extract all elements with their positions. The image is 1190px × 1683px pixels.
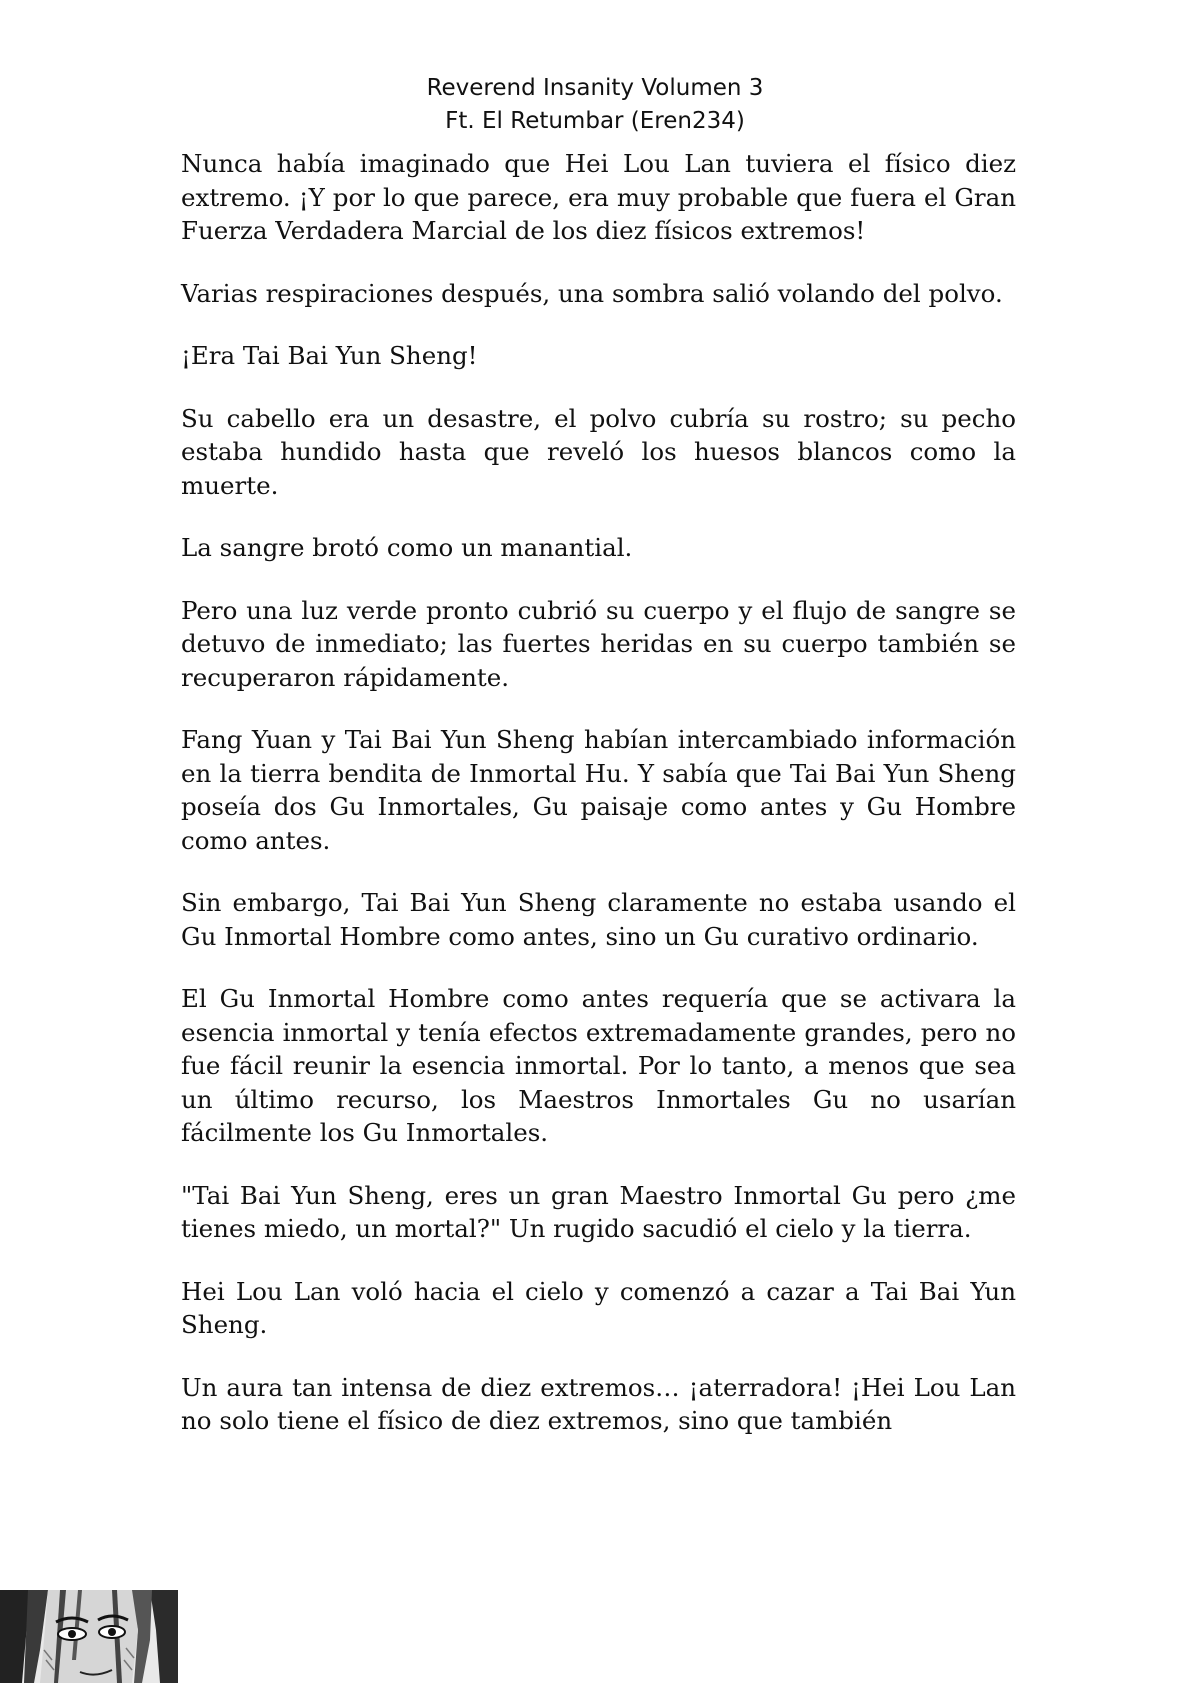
paragraph: "Tai Bai Yun Sheng, eres un gran Maestro Inmortal Gu pero ¿me tienes miedo, un mortal?" Un rugido sacudió el cielo y la tierra. bbox=[181, 1180, 1016, 1243]
paragraph: Sin embargo, Tai Bai Yun Sheng claramente no estaba usando el Gu Inmortal Hombre como antes, sino un Gu curativo ordinario. bbox=[181, 888, 1016, 951]
header-credit: Ft. El Retumbar (Eren234) bbox=[445, 108, 745, 134]
header-title: Reverend Insanity Volumen 3 bbox=[426, 75, 764, 101]
paragraph: Varias respiraciones después, una sombra salió volando del polvo. bbox=[181, 278, 1003, 308]
paragraph: El Gu Inmortal Hombre como antes requería que se activara la esencia inmortal y tenía efectos extremadamente grandes, pero no fue fácil reunir la esencia inmortal. Por lo tanto, a menos que sea un último recurso, los Maestros Inmortales Gu no usarían fácilmente los Gu Inmortales. bbox=[181, 984, 1016, 1147]
paragraph: Su cabello era un desastre, el polvo cubría su rostro; su pecho estaba hundido hasta que reveló los huesos blancos como la muerte. bbox=[181, 403, 1016, 500]
paragraph: Nunca había imaginado que Hei Lou Lan tuviera el físico diez extremo. ¡Y por lo que parece, era muy probable que fuera el Gran Fuerza Verdadera Marcial de los diez físicos extremos! bbox=[181, 149, 1016, 245]
paragraph: Fang Yuan y Tai Bai Yun Sheng habían intercambiado información en la tierra bendita de Inmortal Hu. Y sabía que Tai Bai Yun Sheng poseía dos Gu Inmortales, Gu paisaje como antes y Gu Hombre como antes. bbox=[181, 725, 1016, 855]
body-text bbox=[181, 147, 1016, 1438]
paragraph: Hei Lou Lan voló hacia el cielo y comenzó a cazar a Tai Bai Yun Sheng. bbox=[181, 1276, 1016, 1339]
paragraph: Un aura tan intensa de diez extremos… ¡aterradora! ¡Hei Lou Lan no solo tiene el físico de diez extremos, sino que también bbox=[181, 1372, 1016, 1435]
paragraph: Pero una luz verde pronto cubrió su cuerpo y el flujo de sangre se detuvo de inmediato; las fuertes heridas en su cuerpo también se recuperaron rápidamente. bbox=[181, 595, 1016, 692]
paragraph: La sangre brotó como un manantial. bbox=[181, 533, 633, 562]
paragraph: ¡Era Tai Bai Yun Sheng! bbox=[181, 341, 478, 370]
page-header bbox=[0, 72, 1190, 138]
manga-face-illustration bbox=[0, 1590, 178, 1683]
